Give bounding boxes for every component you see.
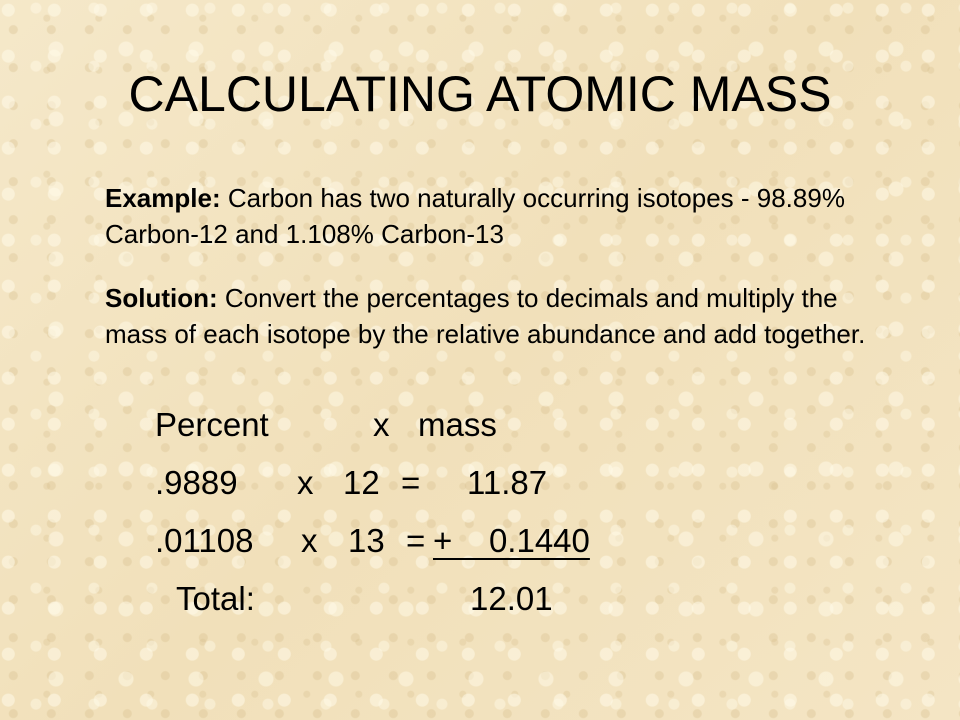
example-paragraph <box>105 180 905 252</box>
solution-text: Convert the percentages to decimals and multiply the mass of each isotope by the relative abundance and add together. <box>105 283 866 349</box>
row2-decimal: .01108 <box>155 522 254 559</box>
slide-title: CALCULATING ATOMIC MASS <box>128 66 832 122</box>
total-value: 12.01 <box>470 580 553 617</box>
header-percent: Percent <box>155 406 269 443</box>
header-times: x <box>373 406 390 443</box>
row1-equals: = <box>401 464 421 501</box>
row2-result: + 0.1440 <box>433 522 590 559</box>
header-mass: mass <box>418 406 497 443</box>
example-label: Example: <box>105 183 221 213</box>
row1-result: 11.87 <box>467 464 548 501</box>
solution-paragraph <box>105 280 905 352</box>
row2-equals: = <box>406 522 426 559</box>
row2-times: x <box>301 522 318 559</box>
total-label: Total: <box>176 580 255 617</box>
row1-mass: 12 <box>343 464 380 501</box>
row1-times: x <box>297 464 314 501</box>
row2-mass: 13 <box>348 522 385 559</box>
example-text: Carbon has two naturally occurring isotopes - 98.89% Carbon-12 and 1.108% Carbon-13 <box>105 183 845 249</box>
row1-decimal: .9889 <box>155 464 238 501</box>
solution-label: Solution: <box>105 283 218 313</box>
